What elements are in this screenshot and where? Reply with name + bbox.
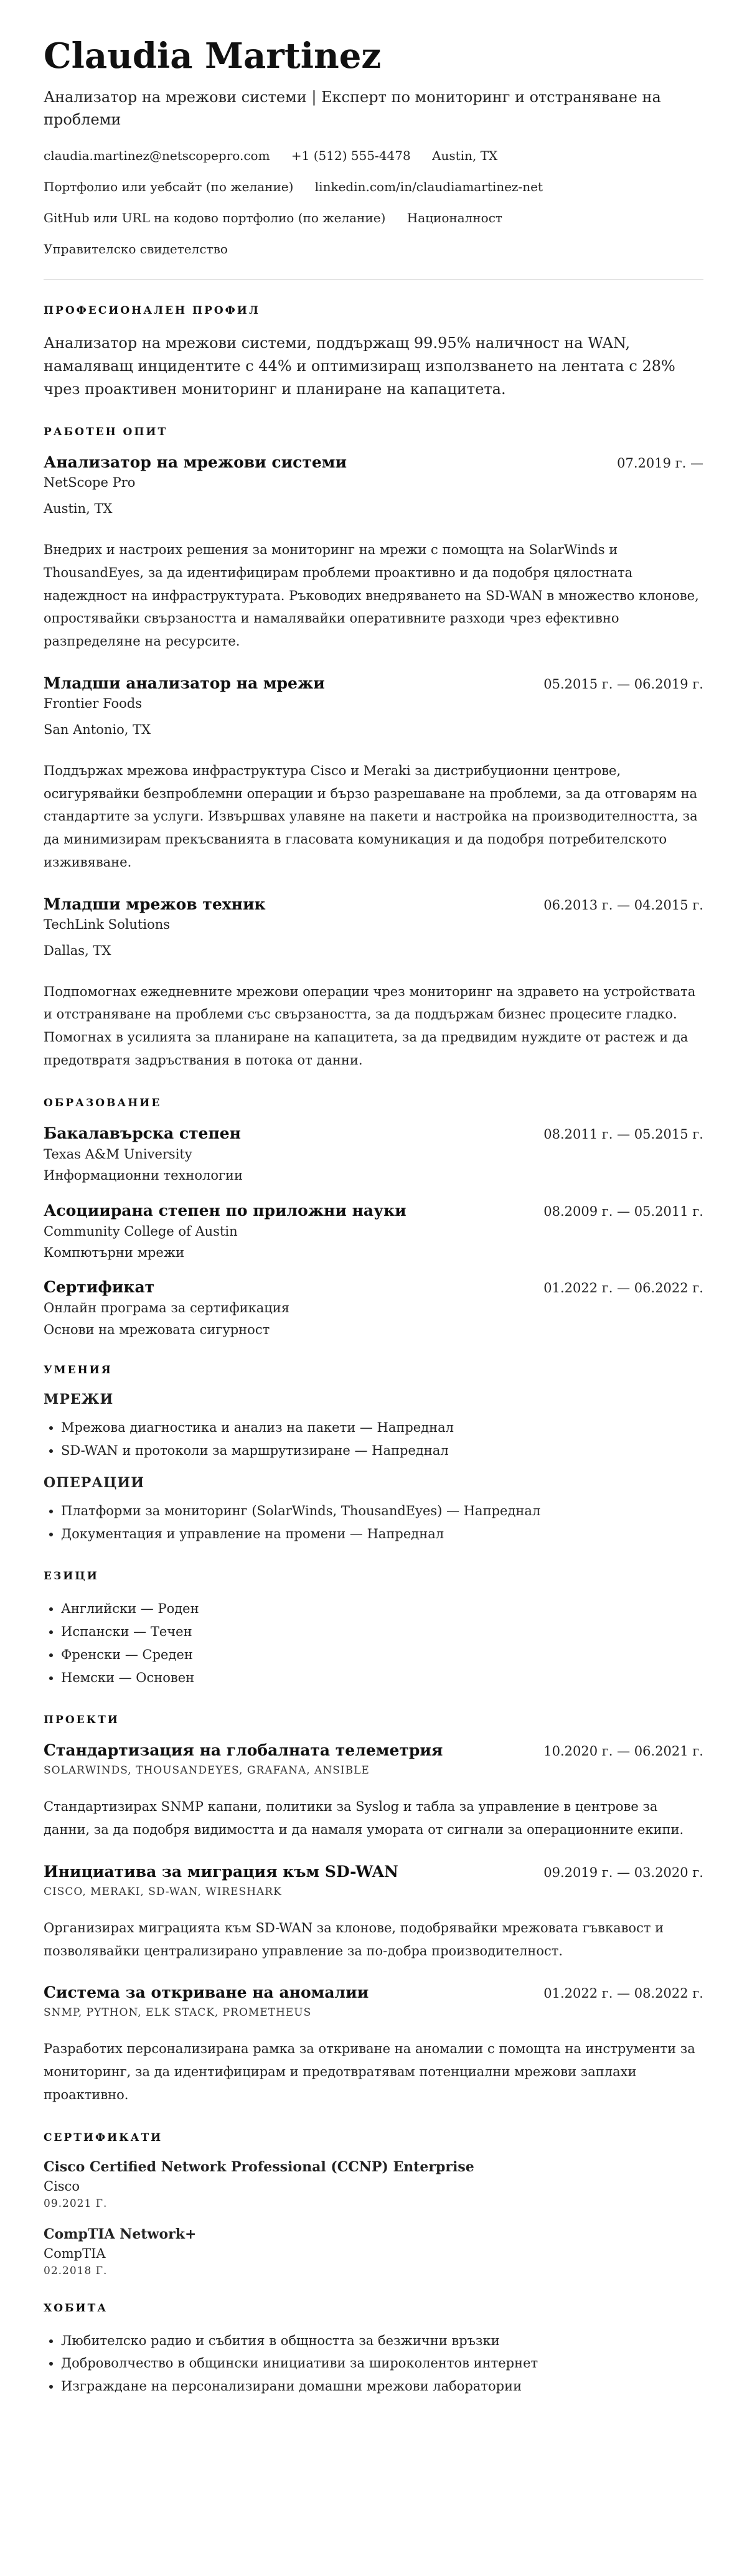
candidate-name: Claudia Martinez <box>44 35 382 77</box>
resume-header <box>44 37 703 258</box>
languages-heading: ЕЗИЦИ <box>44 1570 99 1583</box>
linkedin-link[interactable]: linkedin.com/in/claudiamartinez-net <box>314 179 543 194</box>
job-company: Frontier Foods <box>44 695 143 711</box>
education-entry <box>44 1278 703 1339</box>
degree-title: Асоциирана степен по приложни науки <box>44 1201 406 1220</box>
field-of-study: Компютърни мрежи <box>44 1244 185 1260</box>
skill-item: • Платформи за мониторинг (SolarWinds, ThousandEyes) — Напреднал <box>61 1500 703 1523</box>
job-company: NetScope Pro <box>44 475 136 491</box>
skill-group-network-title: МРЕЖИ <box>44 1391 114 1408</box>
project-name: Система за откриване на аномалии <box>44 1983 369 2002</box>
certificate-label: Управителско свидетелство <box>44 241 228 256</box>
certificate-name: Cisco Certified Network Professional (CCNP) Enterprise <box>44 2158 474 2175</box>
projects-heading: ПРОЕКТИ <box>44 1714 120 1727</box>
project-description: Стандартизирах SNMP капани, политики за Syslog и табла за управление в центрове за данни, за да подобря видимостта и да намаля умората от сигнали за операционните екипи. <box>44 1799 684 1838</box>
job-location: Austin, TX <box>44 501 113 517</box>
experience-entry <box>44 453 703 653</box>
hobbies-heading: ХОБИТА <box>44 2301 108 2315</box>
job-location: Dallas, TX <box>44 942 111 958</box>
project-description: Разработих персонализирана рамка за откриване на аномалии с помощта на инструменти за мониторинг, за да идентифицирам и предотвратявам потенциални мрежови заплахи проактивно. <box>44 2041 695 2102</box>
job-description: Поддържах мрежова инфраструктура Cisco и Meraki за дистрибуционни центрове, осигурявайки безпроблемни операции и бързо разрешаване на проблеми, за да отговарям на стандартите за услуги. Извършвах улавяне на пакети и настройка на производителността, за да минимизирам прекъсванията в гласовата комуникация и да подобря потребителското изживяване. <box>44 763 698 870</box>
job-company: TechLink Solutions <box>44 916 171 932</box>
contact-row-4 <box>44 240 703 258</box>
school-name: Texas A&M University <box>44 1146 192 1162</box>
skill-group-network-list <box>44 1416 703 1462</box>
certificate-issuer: Cisco <box>44 2178 80 2194</box>
skills-section <box>44 1364 703 1545</box>
field-of-study: Информационни технологии <box>44 1168 243 1183</box>
certificate-date: 09.2021 Г. <box>44 2197 108 2210</box>
languages-section <box>44 1570 703 1689</box>
degree-dates: 01.2022 г. — 06.2022 г. <box>543 1281 703 1296</box>
contact-row-2 <box>44 178 703 195</box>
job-dates: 07.2019 г. — <box>617 456 703 471</box>
project-name: Стандартизация на глобалната телеметрия <box>44 1741 443 1760</box>
header-divider <box>44 279 703 280</box>
language-item: • Испански — Течен <box>61 1620 703 1643</box>
certificate-name: CompTIA Network+ <box>44 2226 197 2242</box>
job-description: Подпомогнах ежедневните мрежови операции чрез мониторинг на здравето на устройствата и отстраняване на проблеми със свързаността, за да поддържам бизнес процесите гладко. Помогнах в усилията за планиране на капацитета, за да предвидим нуждите от растеж и да предотвратя задръствания в потока от данни. <box>44 984 696 1068</box>
certificate-entry <box>44 2159 703 2210</box>
experience-heading: РАБОТЕН ОПИТ <box>44 426 168 439</box>
skill-group-operations-list <box>44 1500 703 1546</box>
job-title: Анализатор на мрежови системи <box>44 453 347 472</box>
github-label: GitHub или URL на кодово портфолио (по желание) <box>44 210 386 225</box>
job-title: Младши мрежов техник <box>44 895 266 913</box>
hobbies-list <box>44 2329 703 2398</box>
nationality-label: Националност <box>406 210 502 225</box>
project-dates: 09.2019 г. — 03.2020 г. <box>543 1864 703 1880</box>
certificate-entry <box>44 2226 703 2277</box>
education-entry <box>44 1124 703 1185</box>
phone-text: +1 (512) 555-4478 <box>291 148 411 163</box>
degree-dates: 08.2009 г. — 05.2011 г. <box>543 1203 703 1219</box>
languages-list <box>44 1597 703 1689</box>
hobby-item: • Изграждане на персонализирани домашни мрежови лаборатории <box>61 2375 703 2398</box>
experience-entry <box>44 674 703 874</box>
education-entry <box>44 1201 703 1262</box>
experience-section <box>44 426 703 1072</box>
language-item: • Немски — Основен <box>61 1666 703 1690</box>
profile-heading: ПРОФЕСИОНАЛЕН ПРОФИЛ <box>44 304 260 317</box>
project-entry <box>44 1741 703 1841</box>
job-description: Внедрих и настроих решения за мониторинг на мрежи с помощта на SolarWinds и ThousandEyes, за да идентифицирам проблеми проактивно и да подобря цялостната надеждност на инфраструктурата. Ръководих внедряването на SD-WAN в множество клонове, опростявайки свързаността и намалявайки оперативните разходи чрез ефективно разпределяне на ресурсите. <box>44 542 699 649</box>
school-name: Community College of Austin <box>44 1223 238 1239</box>
education-section <box>44 1097 703 1340</box>
education-heading: ОБРАЗОВАНИЕ <box>44 1096 162 1109</box>
skill-item: • Документация и управление на промени — Напреднал <box>61 1523 703 1546</box>
experience-entry <box>44 895 703 1072</box>
project-tools: SOLARWINDS, THOUSANDEYES, GRAFANA, ANSIBLE <box>44 1764 370 1777</box>
skill-group-operations-title: ОПЕРАЦИИ <box>44 1474 144 1491</box>
candidate-headline: Анализатор на мрежови системи | Експерт по мониторинг и отстраняване на проблеми <box>44 88 661 128</box>
project-tools: SNMP, PYTHON, ELK STACK, PROMETHEUS <box>44 2006 312 2019</box>
certificates-section <box>44 2132 703 2277</box>
certificates-heading: СЕРТИФИКАТИ <box>44 2131 163 2144</box>
contact-row-3 <box>44 209 703 227</box>
school-name: Онлайн програма за сертификация <box>44 1300 290 1316</box>
contact-row-1 <box>44 147 703 164</box>
profile-section <box>44 304 703 402</box>
hobby-item: • Доброволчество в общински инициативи за широколентов интернет <box>61 2352 703 2375</box>
job-title: Младши анализатор на мрежи <box>44 674 325 692</box>
project-description: Организирах миграцията към SD-WAN за клонове, подобрявайки мрежовата гъвкавост и позволявайки централизирано управление за по-добра производителност. <box>44 1920 664 1958</box>
skill-item: • Мрежова диагностика и анализ на пакети — Напреднал <box>61 1416 703 1439</box>
project-dates: 10.2020 г. — 06.2021 г. <box>543 1744 703 1759</box>
projects-section <box>44 1714 703 2106</box>
hobbies-section <box>44 2302 703 2398</box>
email-link[interactable]: claudia.martinez@netscopepro.com <box>44 148 270 163</box>
hobby-item: • Любителско радио и събития в общността за безжични връзки <box>61 2329 703 2353</box>
project-entry <box>44 1983 703 2106</box>
location-text: Austin, TX <box>432 148 498 163</box>
job-dates: 06.2013 г. — 04.2015 г. <box>543 897 703 913</box>
job-dates: 05.2015 г. — 06.2019 г. <box>543 676 703 692</box>
portfolio-label: Портфолио или уебсайт (по желание) <box>44 179 294 194</box>
degree-title: Сертификат <box>44 1278 155 1297</box>
field-of-study: Основи на мрежовата сигурност <box>44 1322 270 1337</box>
project-name: Инициатива за миграция към SD-WAN <box>44 1862 398 1881</box>
certificate-date: 02.2018 Г. <box>44 2264 108 2277</box>
degree-title: Бакалавърска степен <box>44 1124 241 1142</box>
job-location: San Antonio, TX <box>44 722 151 737</box>
profile-summary: Анализатор на мрежови системи, поддържащ 99.95% наличност на WAN, намаляващ инцидентите с 44% и оптимизиращ използването на лентата с 28% чрез проактивен мониторинг и планиране на капацитета. <box>44 334 675 398</box>
skills-heading: УМЕНИЯ <box>44 1364 113 1377</box>
degree-dates: 08.2011 г. — 05.2015 г. <box>543 1126 703 1142</box>
project-dates: 01.2022 г. — 08.2022 г. <box>543 1986 703 2001</box>
project-entry <box>44 1863 703 1963</box>
skill-item: • SD-WAN и протоколи за маршрутизиране — Напреднал <box>61 1439 703 1462</box>
language-item: • Английски — Роден <box>61 1597 703 1620</box>
language-item: • Френски — Среден <box>61 1643 703 1666</box>
certificate-issuer: CompTIA <box>44 2245 106 2261</box>
project-tools: CISCO, MERAKI, SD-WAN, WIRESHARK <box>44 1885 282 1898</box>
